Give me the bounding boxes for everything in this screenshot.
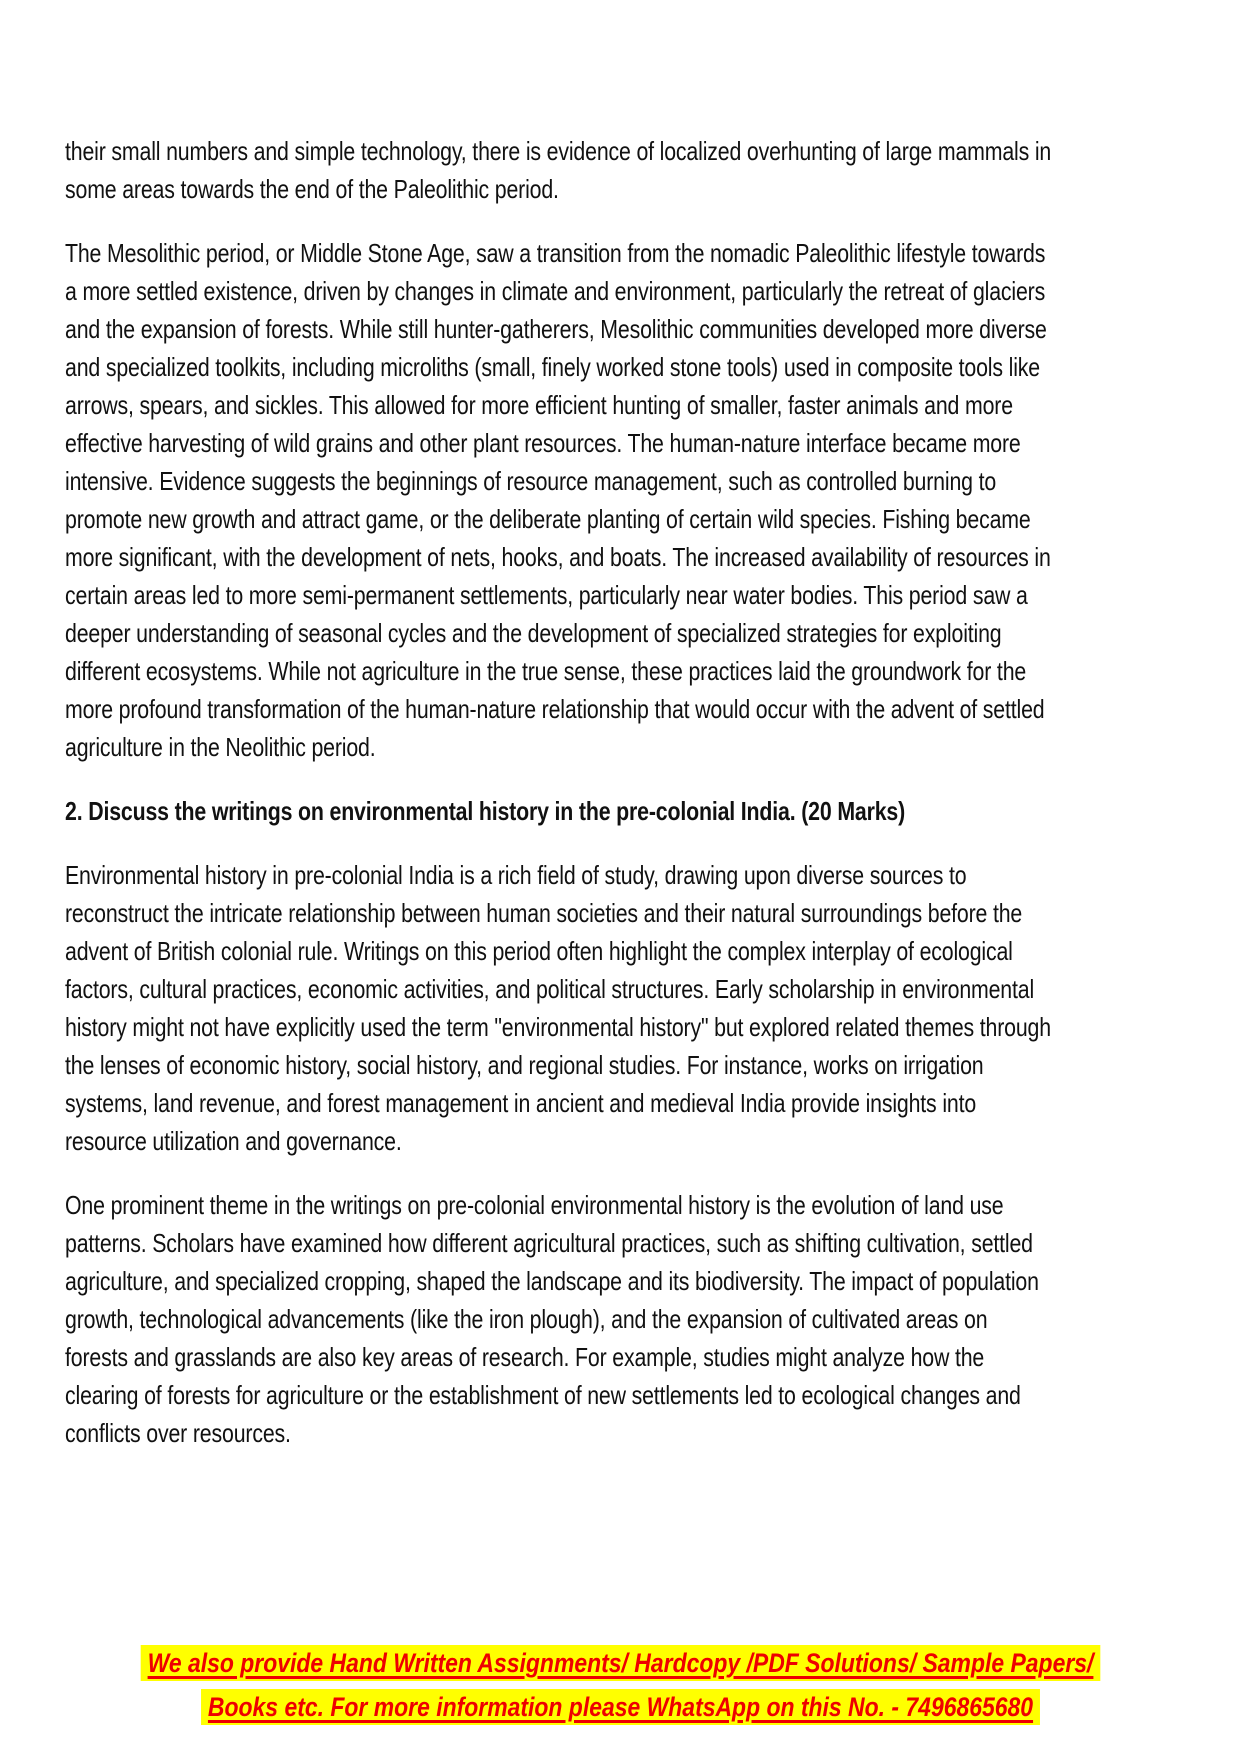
promo-footer-highlight-2: Books etc. For more information please WhatsApp on this No. - 7496865680	[201, 1689, 1040, 1725]
promo-footer-line-2	[93, 1685, 1148, 1729]
document-body	[65, 132, 1055, 1478]
paragraph-mesolithic-period: The Mesolithic period, or Middle Stone Age, saw a transition from the nomadic Paleolithic lifestyle towards a more settled existence, driven by changes in climate and environment, particularly the retreat of glaciers and the expansion of forests. While still hunter-gatherers, Mesolithic communities developed more diverse and specialized toolkits, including microliths (small, finely worked stone tools) used in composite tools like arrows, spears, and sickles. This allowed for more efficient hunting of smaller, faster animals and more effective harvesting of wild grains and other plant resources. The human-nature interface became more intensive. Evidence suggests the beginnings of resource management, such as controlled burning to promote new growth and attract game, or the deliberate planting of certain wild species. Fishing became more significant, with the development of nets, hooks, and boats. The increased availability of resources in certain areas led to more semi-permanent settlements, particularly near water bodies. This period saw a deeper understanding of seasonal cycles and the development of specialized strategies for exploiting different ecosystems. While not agriculture in the true sense, these practices laid the groundwork for the more profound transformation of the human-nature relationship that would occur with the advent of settled agriculture in the Neolithic period.	[65, 238, 1051, 762]
paragraph-precolonial-environmental-history: Environmental history in pre-colonial India is a rich field of study, drawing upon diverse sources to reconstruct the intricate relationship between human societies and their natural surroundings before the advent of British colonial rule. Writings on this period often highlight the complex interplay of ecological factors, cultural practices, economic activities, and political structures. Early scholarship in environmental history might not have explicitly used the term "environmental history" but explored related themes through the lenses of economic history, social history, and regional studies. For instance, works on irrigation systems, land revenue, and forest management in ancient and medieval India provide insights into resource utilization and governance.	[65, 860, 1051, 1156]
paragraph-paleolithic-overhunting: their small numbers and simple technology, there is evidence of localized overhunting of large mammals in some areas towards the end of the Paleolithic period.	[65, 136, 1052, 204]
question-heading-q2: 2. Discuss the writings on environmental history in the pre-colonial India. (20 Marks)	[65, 796, 906, 826]
paragraph-land-use-patterns: One prominent theme in the writings on pre-colonial environmental history is the evolution of land use patterns. Scholars have examined how different agricultural practices, such as shifting cultivation, settled agriculture, and specialized cropping, shaped the landscape and its biodiversity. The impact of population growth, technological advancements (like the iron plough), and the expansion of cultivated areas on forests and grasslands are also key areas of research. For example, studies might analyze how the clearing of forests for agriculture or the establishment of new settlements led to ecological changes and conflicts over resources.	[65, 1190, 1039, 1448]
promo-footer-banner	[93, 1641, 1148, 1729]
promo-footer-highlight-1: We also provide Hand Written Assignments/ Hardcopy /PDF Solutions/ Sample Papers/	[141, 1645, 1100, 1681]
promo-footer-line-1	[93, 1641, 1148, 1685]
